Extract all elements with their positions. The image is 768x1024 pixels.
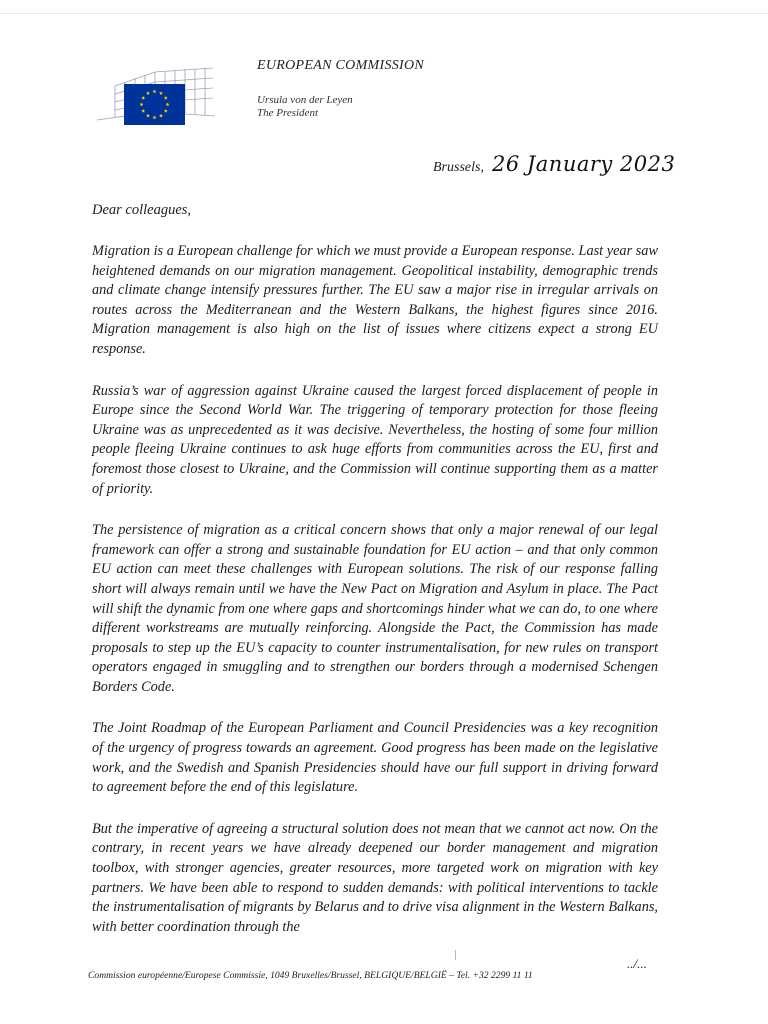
organisation-name: EUROPEAN COMMISSION	[257, 58, 425, 73]
paragraph: Russia’s war of aggression against Ukraine caused the largest forced displacement of people in Europe since the Second World War. The triggering of temporary protection for those fleeing Ukraine was as unprecedented as it was decisive. Nevertheless, the hosting of some four million people fleeing Ukraine continues to ask huge efforts from communities across the EU, first and foremost those closest to Ukraine, and the Commission will continue supporting them as a matter of priority.	[92, 382, 658, 497]
paragraph: The Joint Roadmap of the European Parliament and Council Presidencies was a key recognition of the urgency of progress towards an agreement. Good progress has been made on the legislative work, and the Swedish and Spanish Presidencies should have our full support in driving forward to agreement before the end of this legislature.	[92, 720, 658, 796]
date-city: Brussels,	[433, 160, 484, 175]
handwritten-date: 26 January 2023	[491, 152, 676, 176]
page-edge	[0, 0, 768, 14]
letterhead	[257, 58, 424, 120]
salutation: Dear colleagues,	[92, 202, 192, 218]
president-title: The President	[257, 107, 318, 119]
date-line	[433, 152, 675, 192]
scan-mark	[455, 950, 456, 960]
european-commission-logo	[95, 64, 217, 128]
footer-address: Commission européenne/Europese Commissie, 1049 Bruxelles/Brussel, BELGIQUE/BELGIË – Tel. +32 2299 11 11	[88, 970, 533, 981]
president-name: Ursula von der Leyen	[257, 94, 353, 106]
paragraph: The persistence of migration as a critical concern shows that only a major renewal of our legal framework can offer a strong and sustainable foundation for EU action – and that only common EU action can meet these challenges with European solutions. The risk of our response falling short will always remain until we have the New Pact on Migration and Asylum in place. The Pact will shift the dynamic from one where gaps and shortcomings hinder what we can do, to one where different workstreams are mutually reinforcing. Alongside the Pact, the Commission has made proposals to step up the EU’s capacity to counter instrumentalisation, for new rules on transport operators engaged in smuggling and to strengthen our borders through a modernised Schengen Borders Code.	[92, 522, 658, 695]
paragraph: Migration is a European challenge for which we must provide a European response. Last year saw heightened demands on our migration management. Geopolitical instability, demographic trends and climate change intensify pressures further. The EU saw a major rise in irregular arrivals on routes across the Mediterranean and the Western Balkans, the highest figures since 2016. Migration management is also high on the list of issues where citizens expect a strong EU response.	[92, 243, 658, 357]
paragraph: But the imperative of agreeing a structural solution does not mean that we cannot act now. On the contrary, in recent years we have already deepened our border management and migration toolbox, with stronger agencies, greater resources, more targeted work on migration with key partners. We have been able to respond to sudden demands: with political interventions to tackle the instrumentalisation of migrants by Belarus and to drive visa alignment in the Western Balkans, with better coordination through the	[92, 820, 658, 935]
continued-marker: ../...	[627, 956, 647, 971]
letter-body	[92, 242, 658, 959]
